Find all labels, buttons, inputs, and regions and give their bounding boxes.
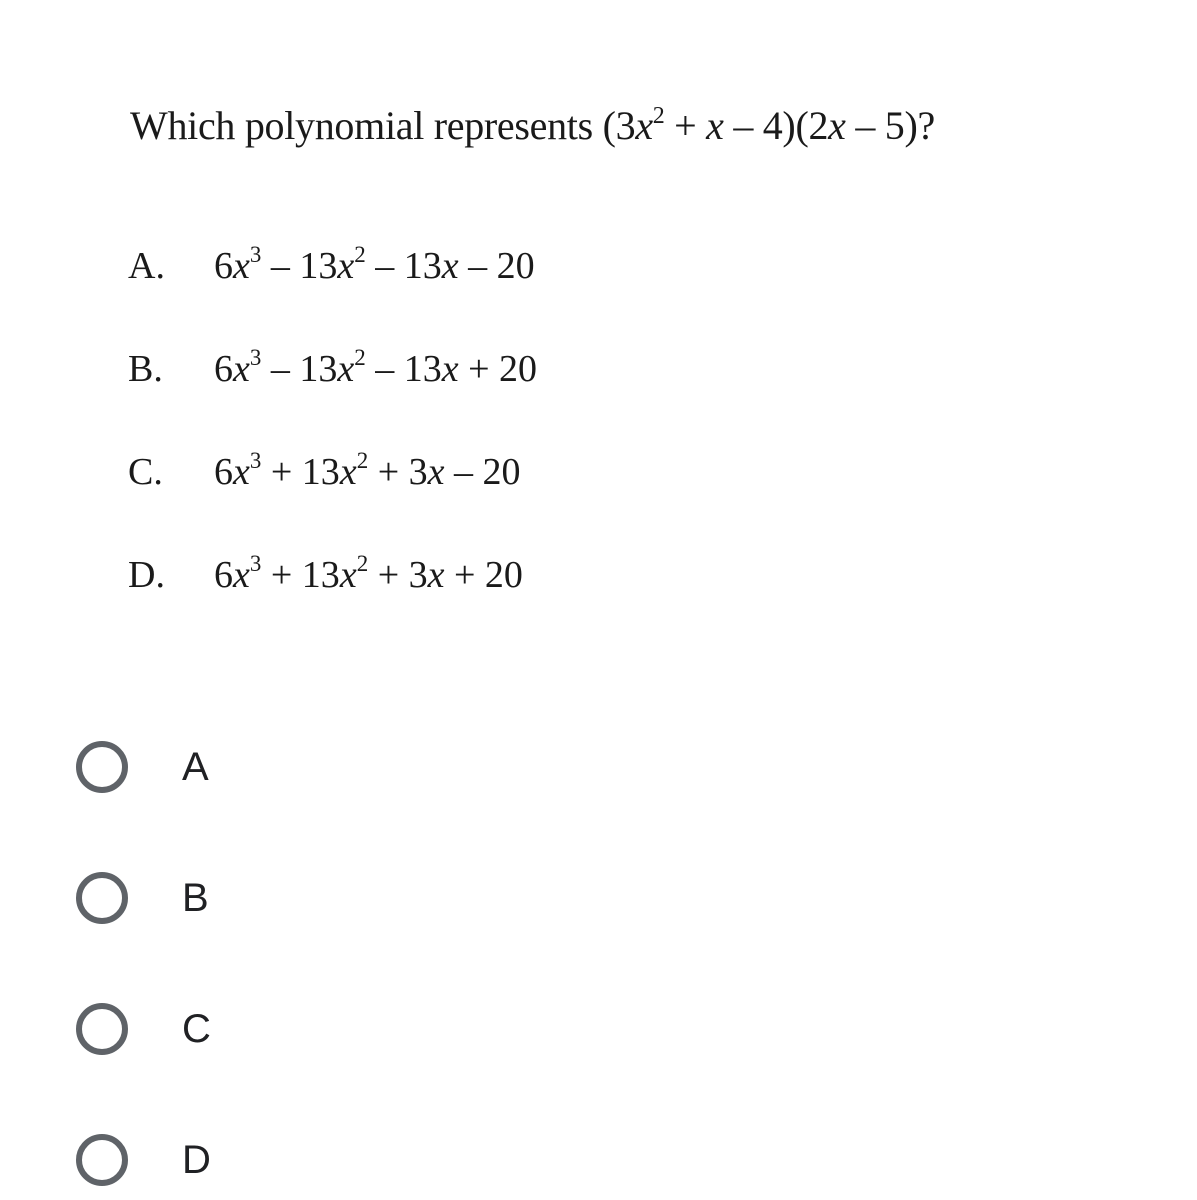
choice-a: A. $6x^3 - 13x^2 - 13x - 20$ [128,242,535,287]
radio-button-d[interactable] [76,1134,128,1186]
option-label-d: D [182,1137,211,1182]
choice-c: C. $6x^3 + 13x^2 + 3x - 20$ [128,448,521,493]
radio-button-a[interactable] [76,741,128,793]
option-label-c: C [182,1006,211,1051]
option-b[interactable] [76,863,209,933]
choice-b: B. $6x^3 - 13x^2 - 13x + 20$ [128,345,538,390]
choice-d: D. $6x^3 + 13x^2 + 3x + 20$ [128,551,523,596]
option-label-b: B [182,875,209,920]
option-c[interactable] [76,994,211,1064]
radio-button-c[interactable] [76,1003,128,1055]
question-text: Which polynomial represents $(3x^2 + x - 4)(2x - 5)$? [130,103,935,148]
option-d[interactable] [76,1125,211,1195]
option-label-a: A [182,744,209,789]
radio-button-b[interactable] [76,872,128,924]
option-a[interactable] [76,732,209,802]
